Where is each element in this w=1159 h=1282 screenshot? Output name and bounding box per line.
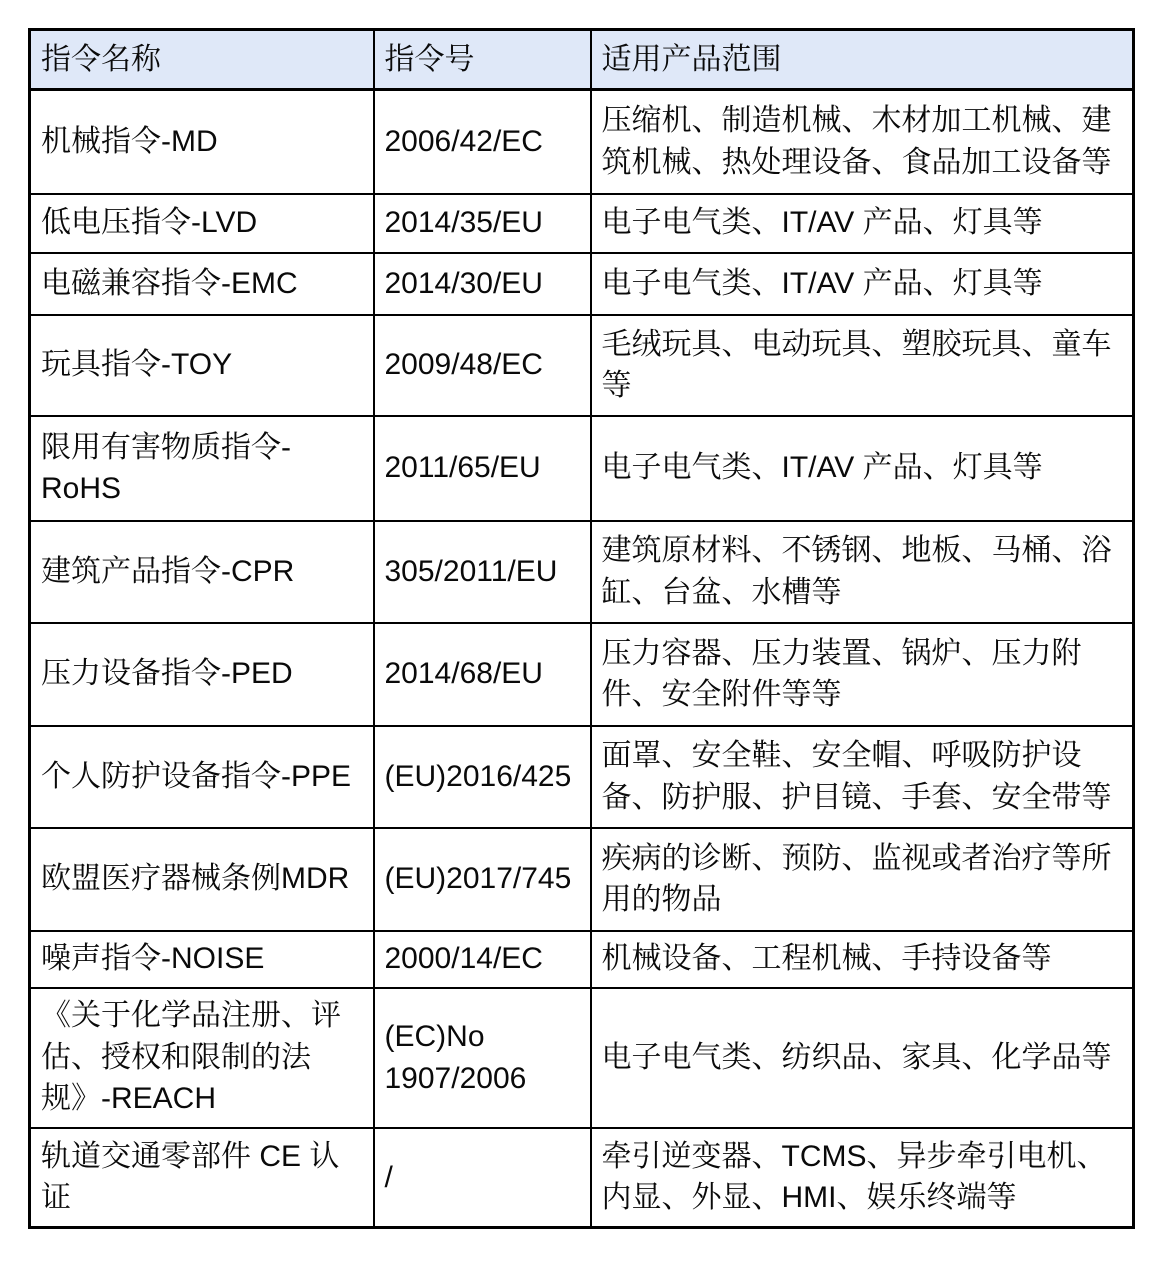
- table-row: [30, 416, 1134, 521]
- directive-number-cell: (EU)2016/425: [374, 726, 591, 828]
- directive-name-cell: 建筑产品指令-CPR: [30, 521, 374, 623]
- product-scope-cell: 疾病的诊断、预防、监视或者治疗等所用的物品: [591, 828, 1134, 931]
- directive-number-cell: 2011/65/EU: [374, 416, 591, 521]
- table-row: [30, 828, 1134, 931]
- table-row: [30, 1128, 1134, 1228]
- table-row: [30, 253, 1134, 315]
- product-scope-cell: 建筑原材料、不锈钢、地板、马桶、浴缸、台盆、水槽等: [591, 521, 1134, 623]
- product-scope-cell: 电子电气类、纺织品、家具、化学品等: [591, 988, 1134, 1128]
- directive-number-cell: /: [374, 1128, 591, 1228]
- directive-name-cell: 欧盟医疗器械条例MDR: [30, 828, 374, 931]
- directive-name-cell: 压力设备指令-PED: [30, 623, 374, 726]
- table-row: [30, 194, 1134, 253]
- ce-directives-table: [28, 28, 1135, 1229]
- directive-name-cell: 轨道交通零部件 CE 认证: [30, 1128, 374, 1228]
- directive-name-cell: 《关于化学品注册、评估、授权和限制的法规》-REACH: [30, 988, 374, 1128]
- table-row: [30, 931, 1134, 988]
- product-scope-cell: 电子电气类、IT/AV 产品、灯具等: [591, 253, 1134, 315]
- directive-number-cell: 2006/42/EC: [374, 90, 591, 194]
- product-scope-cell: 压力容器、压力装置、锅炉、压力附件、安全附件等等: [591, 623, 1134, 726]
- directive-name-cell: 电磁兼容指令-EMC: [30, 253, 374, 315]
- directive-name-cell: 个人防护设备指令-PPE: [30, 726, 374, 828]
- table-row: [30, 988, 1134, 1128]
- product-scope-cell: 电子电气类、IT/AV 产品、灯具等: [591, 416, 1134, 521]
- directive-name-cell: 玩具指令-TOY: [30, 315, 374, 416]
- directive-number-cell: 2014/35/EU: [374, 194, 591, 253]
- directive-name-cell: 限用有害物质指令-RoHS: [30, 416, 374, 521]
- product-scope-cell: 毛绒玩具、电动玩具、塑胶玩具、童车等: [591, 315, 1134, 416]
- directive-name-cell: 噪声指令-NOISE: [30, 931, 374, 988]
- table-row: [30, 315, 1134, 416]
- product-scope-cell: 面罩、安全鞋、安全帽、呼吸防护设备、防护服、护目镜、手套、安全带等: [591, 726, 1134, 828]
- directive-number-cell: (EU)2017/745: [374, 828, 591, 931]
- directive-number-cell: 2014/68/EU: [374, 623, 591, 726]
- table-row: [30, 726, 1134, 828]
- column-header-directive-name: 指令名称: [30, 30, 374, 90]
- directive-number-cell: (EC)No 1907/2006: [374, 988, 591, 1128]
- directive-number-cell: 2009/48/EC: [374, 315, 591, 416]
- column-header-directive-number: 指令号: [374, 30, 591, 90]
- directive-name-cell: 机械指令-MD: [30, 90, 374, 194]
- directive-number-cell: 2000/14/EC: [374, 931, 591, 988]
- table-header: [30, 30, 1134, 90]
- product-scope-cell: 压缩机、制造机械、木材加工机械、建筑机械、热处理设备、食品加工设备等: [591, 90, 1134, 194]
- header-row: [30, 30, 1134, 90]
- column-header-product-scope: 适用产品范围: [591, 30, 1134, 90]
- product-scope-cell: 电子电气类、IT/AV 产品、灯具等: [591, 194, 1134, 253]
- table-row: [30, 521, 1134, 623]
- directive-number-cell: 2014/30/EU: [374, 253, 591, 315]
- directive-name-cell: 低电压指令-LVD: [30, 194, 374, 253]
- table-row: [30, 90, 1134, 194]
- product-scope-cell: 牵引逆变器、TCMS、异步牵引电机、内显、外显、HMI、娱乐终端等: [591, 1128, 1134, 1228]
- product-scope-cell: 机械设备、工程机械、手持设备等: [591, 931, 1134, 988]
- table-row: [30, 623, 1134, 726]
- table-body: [30, 90, 1134, 1228]
- directive-number-cell: 305/2011/EU: [374, 521, 591, 623]
